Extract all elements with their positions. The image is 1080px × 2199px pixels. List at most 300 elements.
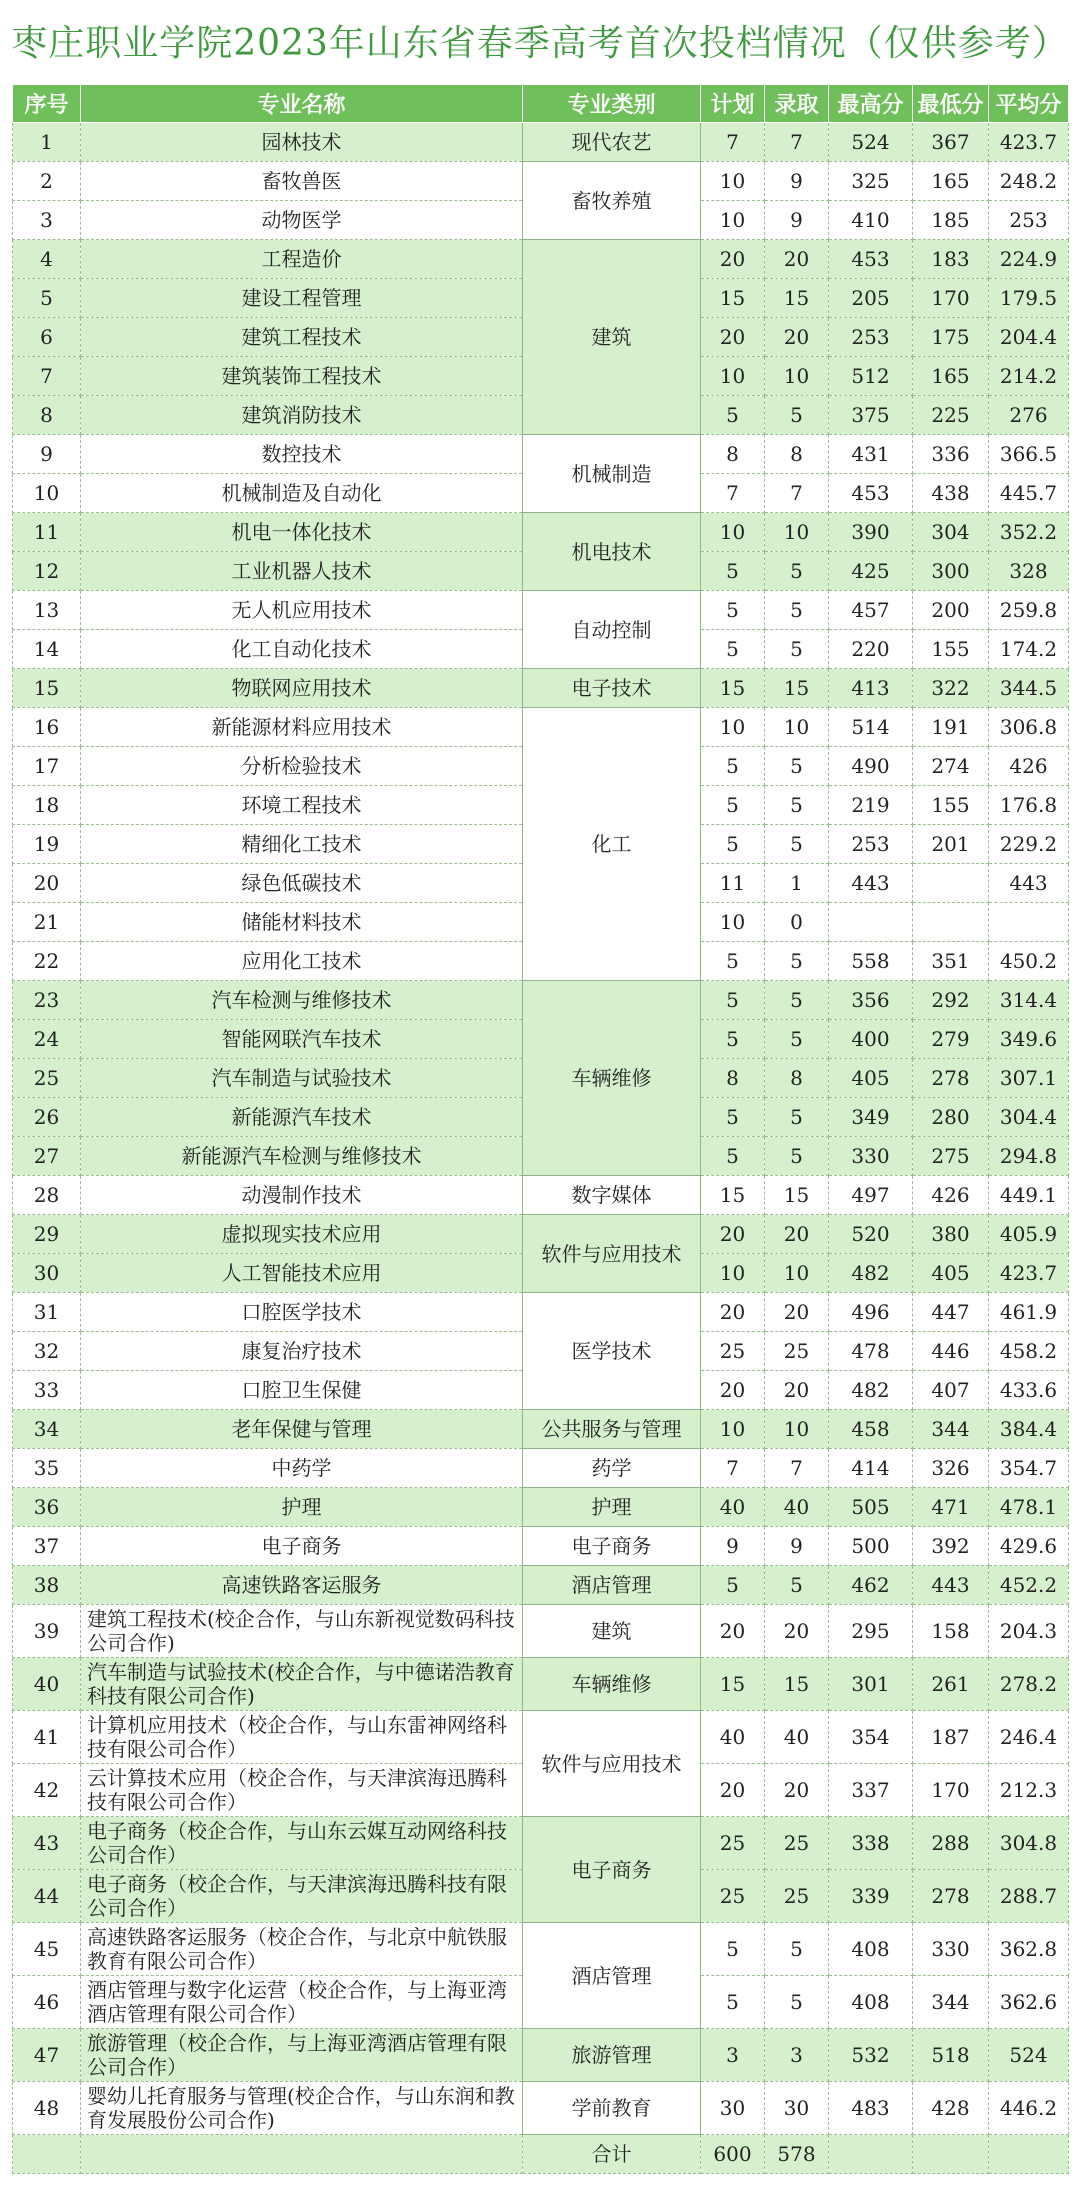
cell-max: 496: [829, 1293, 913, 1332]
cell-admitted: 20: [765, 1371, 829, 1410]
cell-avg: 314.4: [989, 981, 1069, 1020]
cell-major: 口腔医学技术: [81, 1293, 523, 1332]
page-title: 枣庄职业学院2023年山东省春季高考首次投档情况（仅供参考）: [11, 22, 1069, 64]
cell-min: 155: [913, 630, 989, 669]
cell-major: 分析检验技术: [81, 747, 523, 786]
cell-major: 无人机应用技术: [81, 591, 523, 630]
table-row: [13, 123, 1069, 162]
cell-no: 30: [13, 1254, 81, 1293]
cell-no: 40: [13, 1658, 81, 1711]
cell-min: [913, 903, 989, 942]
cell-plan: 20: [701, 1605, 765, 1658]
cell-no: 27: [13, 1137, 81, 1176]
cell-min: 330: [913, 1923, 989, 1976]
cell-min: 185: [913, 201, 989, 240]
cell-plan: 25: [701, 1870, 765, 1923]
cell-max: 482: [829, 1254, 913, 1293]
cell-no: 39: [13, 1605, 81, 1658]
cell-plan: 40: [701, 1711, 765, 1764]
cell-major: 环境工程技术: [81, 786, 523, 825]
cell-no: 23: [13, 981, 81, 1020]
cell-plan: 15: [701, 1658, 765, 1711]
cell-admitted: 5: [765, 747, 829, 786]
cell-max: 253: [829, 318, 913, 357]
cell-major: 护理: [81, 1488, 523, 1527]
cell-min: 344: [913, 1410, 989, 1449]
cell-admitted: 10: [765, 708, 829, 747]
cell-major: 化工自动化技术: [81, 630, 523, 669]
cell-min: 278: [913, 1870, 989, 1923]
cell-major: 工程造价: [81, 240, 523, 279]
cell-avg: 426: [989, 747, 1069, 786]
cell-max: 478: [829, 1332, 913, 1371]
cell-plan: 5: [701, 552, 765, 591]
cell-max: 520: [829, 1215, 913, 1254]
table-row: [13, 1215, 1069, 1254]
cell-plan: 5: [701, 747, 765, 786]
cell-category: 软件与应用技术: [523, 1711, 701, 1817]
table-row: [13, 669, 1069, 708]
cell-admitted: 15: [765, 669, 829, 708]
cell-min: 261: [913, 1658, 989, 1711]
cell-admitted: 9: [765, 1527, 829, 1566]
table-row: [13, 2029, 1069, 2082]
cell-avg: 179.5: [989, 279, 1069, 318]
cell-category: 旅游管理: [523, 2029, 701, 2082]
cell-plan: 5: [701, 1098, 765, 1137]
cell-min: 183: [913, 240, 989, 279]
cell-min: [913, 2135, 989, 2174]
table-row: [13, 1923, 1069, 1976]
cell-max: 425: [829, 552, 913, 591]
cell-min: 446: [913, 1332, 989, 1371]
cell-plan: 5: [701, 1137, 765, 1176]
table-row: [13, 1176, 1069, 1215]
cell-no: 31: [13, 1293, 81, 1332]
cell-min: 405: [913, 1254, 989, 1293]
cell-avg: 304.4: [989, 1098, 1069, 1137]
cell-min: 518: [913, 2029, 989, 2082]
table-row: [13, 591, 1069, 630]
cell-admitted: 25: [765, 1332, 829, 1371]
cell-major: 计算机应用技术（校企合作，与山东雷神网络科技有限公司合作）: [81, 1711, 523, 1764]
cell-plan: 15: [701, 669, 765, 708]
cell-no: 41: [13, 1711, 81, 1764]
cell-max: [829, 903, 913, 942]
cell-category: 公共服务与管理: [523, 1410, 701, 1449]
cell-major: 虚拟现实技术应用: [81, 1215, 523, 1254]
cell-avg: 429.6: [989, 1527, 1069, 1566]
cell-no: 7: [13, 357, 81, 396]
cell-plan: 7: [701, 474, 765, 513]
cell-max: 414: [829, 1449, 913, 1488]
cell-admitted: 5: [765, 942, 829, 981]
cell-major: 新能源材料应用技术: [81, 708, 523, 747]
cell-plan: 10: [701, 903, 765, 942]
cell-min: 288: [913, 1817, 989, 1870]
cell-plan: 20: [701, 240, 765, 279]
cell-no: 35: [13, 1449, 81, 1488]
cell-avg: 384.4: [989, 1410, 1069, 1449]
cell-max: 558: [829, 942, 913, 981]
cell-admitted: 5: [765, 1098, 829, 1137]
cell-no: 14: [13, 630, 81, 669]
cell-avg: 443: [989, 864, 1069, 903]
cell-max: 356: [829, 981, 913, 1020]
cell-no: 2: [13, 162, 81, 201]
cell-plan: 3: [701, 2029, 765, 2082]
table-row: [13, 981, 1069, 1020]
cell-major: 畜牧兽医: [81, 162, 523, 201]
cell-min: 158: [913, 1605, 989, 1658]
cell-max: 338: [829, 1817, 913, 1870]
cell-major: 汽车制造与试验技术: [81, 1059, 523, 1098]
cell-min: 322: [913, 669, 989, 708]
cell-plan: 5: [701, 1923, 765, 1976]
cell-admitted: 15: [765, 1658, 829, 1711]
cell-major: 建筑工程技术(校企合作，与山东新视觉数码科技公司合作): [81, 1605, 523, 1658]
cell-no: 17: [13, 747, 81, 786]
cell-max: 339: [829, 1870, 913, 1923]
cell-plan: 11: [701, 864, 765, 903]
cell-avg: 246.4: [989, 1711, 1069, 1764]
cell-admitted: 8: [765, 1059, 829, 1098]
cell-major: 储能材料技术: [81, 903, 523, 942]
cell-admitted: 20: [765, 1764, 829, 1817]
cell-admitted: 9: [765, 162, 829, 201]
cell-category: 畜牧养殖: [523, 162, 701, 240]
table-row: [13, 435, 1069, 474]
cell-min: 187: [913, 1711, 989, 1764]
cell-plan: 5: [701, 825, 765, 864]
cell-no: 36: [13, 1488, 81, 1527]
cell-admitted: 5: [765, 552, 829, 591]
cell-min: 191: [913, 708, 989, 747]
cell-no: 43: [13, 1817, 81, 1870]
cell-admitted: 20: [765, 1215, 829, 1254]
cell-no: 5: [13, 279, 81, 318]
cell-min: 300: [913, 552, 989, 591]
cell-major: 绿色低碳技术: [81, 864, 523, 903]
table-body: [13, 123, 1069, 2174]
cell-no: 28: [13, 1176, 81, 1215]
cell-no: 8: [13, 396, 81, 435]
cell-max: 325: [829, 162, 913, 201]
cell-avg: 352.2: [989, 513, 1069, 552]
cell-plan: 5: [701, 981, 765, 1020]
cell-major: [81, 2135, 523, 2174]
cell-no: 34: [13, 1410, 81, 1449]
cell-plan: 10: [701, 708, 765, 747]
cell-min: 292: [913, 981, 989, 1020]
cell-major: 电子商务: [81, 1527, 523, 1566]
cell-max: 490: [829, 747, 913, 786]
cell-major: 康复治疗技术: [81, 1332, 523, 1371]
cell-min: 351: [913, 942, 989, 981]
cell-min: 225: [913, 396, 989, 435]
table-row: [13, 1410, 1069, 1449]
cell-plan: 20: [701, 1293, 765, 1332]
cell-avg: 176.8: [989, 786, 1069, 825]
cell-min: 155: [913, 786, 989, 825]
cell-no: 13: [13, 591, 81, 630]
cell-max: 458: [829, 1410, 913, 1449]
cell-min: 170: [913, 279, 989, 318]
cell-no: 15: [13, 669, 81, 708]
cell-plan: 30: [701, 2082, 765, 2135]
cell-min: 170: [913, 1764, 989, 1817]
cell-admitted: 5: [765, 786, 829, 825]
cell-plan: 20: [701, 1215, 765, 1254]
cell-major: 高速铁路客运服务: [81, 1566, 523, 1605]
cell-admitted: 10: [765, 1254, 829, 1293]
cell-min: 426: [913, 1176, 989, 1215]
cell-admitted: 20: [765, 240, 829, 279]
cell-avg: 433.6: [989, 1371, 1069, 1410]
cell-plan: 10: [701, 201, 765, 240]
cell-admitted: 5: [765, 630, 829, 669]
cell-avg: 253: [989, 201, 1069, 240]
cell-plan: 5: [701, 1976, 765, 2029]
cell-plan: 10: [701, 357, 765, 396]
cell-admitted: 40: [765, 1711, 829, 1764]
cell-plan: 15: [701, 279, 765, 318]
cell-plan: 5: [701, 942, 765, 981]
cell-avg: 450.2: [989, 942, 1069, 981]
cell-no: 29: [13, 1215, 81, 1254]
cell-min: 344: [913, 1976, 989, 2029]
cell-admitted: 10: [765, 513, 829, 552]
header-max: 最高分: [829, 85, 913, 123]
cell-plan: 5: [701, 1566, 765, 1605]
cell-max: 330: [829, 1137, 913, 1176]
cell-major: 汽车检测与维修技术: [81, 981, 523, 1020]
cell-category: 电子商务: [523, 1817, 701, 1923]
cell-avg: 524: [989, 2029, 1069, 2082]
table-row: [13, 1488, 1069, 1527]
cell-plan: 8: [701, 1059, 765, 1098]
cell-max: 301: [829, 1658, 913, 1711]
total-label: 合计: [523, 2135, 701, 2174]
cell-min: 428: [913, 2082, 989, 2135]
cell-avg: 452.2: [989, 1566, 1069, 1605]
cell-no: 37: [13, 1527, 81, 1566]
cell-major: 婴幼儿托育服务与管理(校企合作，与山东润和教育发展股份公司合作): [81, 2082, 523, 2135]
cell-no: 21: [13, 903, 81, 942]
cell-admitted: 5: [765, 1566, 829, 1605]
cell-max: 431: [829, 435, 913, 474]
cell-min: 407: [913, 1371, 989, 1410]
cell-max: 410: [829, 201, 913, 240]
cell-no: 10: [13, 474, 81, 513]
cell-major: 智能网联汽车技术: [81, 1020, 523, 1059]
cell-no: 6: [13, 318, 81, 357]
table-row: [13, 1293, 1069, 1332]
cell-category: 车辆维修: [523, 1658, 701, 1711]
cell-no: 42: [13, 1764, 81, 1817]
cell-max: 453: [829, 240, 913, 279]
cell-plan: 8: [701, 435, 765, 474]
cell-major: 机电一体化技术: [81, 513, 523, 552]
cell-category: 医学技术: [523, 1293, 701, 1410]
cell-avg: 224.9: [989, 240, 1069, 279]
cell-avg: 307.1: [989, 1059, 1069, 1098]
cell-admitted: 40: [765, 1488, 829, 1527]
cell-category: 机电技术: [523, 513, 701, 591]
cell-plan: 15: [701, 1176, 765, 1215]
cell-avg: 248.2: [989, 162, 1069, 201]
cell-no: 25: [13, 1059, 81, 1098]
cell-admitted: 30: [765, 2082, 829, 2135]
cell-min: 275: [913, 1137, 989, 1176]
cell-admitted: 9: [765, 201, 829, 240]
cell-max: 349: [829, 1098, 913, 1137]
cell-max: 400: [829, 1020, 913, 1059]
cell-min: 165: [913, 357, 989, 396]
cell-max: 390: [829, 513, 913, 552]
admission-table: [12, 84, 1069, 2174]
cell-avg: 362.8: [989, 1923, 1069, 1976]
cell-category: 自动控制: [523, 591, 701, 669]
cell-admitted: 10: [765, 357, 829, 396]
cell-admitted: 3: [765, 2029, 829, 2082]
cell-major: 云计算技术应用（校企合作，与天津滨海迅腾科技有限公司合作）: [81, 1764, 523, 1817]
cell-max: 413: [829, 669, 913, 708]
cell-min: 304: [913, 513, 989, 552]
cell-no: 12: [13, 552, 81, 591]
cell-max: 220: [829, 630, 913, 669]
cell-plan: 25: [701, 1332, 765, 1371]
cell-category: 酒店管理: [523, 1923, 701, 2029]
cell-admitted: 5: [765, 825, 829, 864]
cell-min: 392: [913, 1527, 989, 1566]
cell-min: 380: [913, 1215, 989, 1254]
cell-no: 33: [13, 1371, 81, 1410]
cell-admitted: 5: [765, 591, 829, 630]
cell-admitted: 8: [765, 435, 829, 474]
cell-max: 375: [829, 396, 913, 435]
cell-major: 建筑装饰工程技术: [81, 357, 523, 396]
cell-category: 车辆维修: [523, 981, 701, 1176]
header-major: 专业名称: [81, 85, 523, 123]
cell-avg: 458.2: [989, 1332, 1069, 1371]
cell-avg: 204.4: [989, 318, 1069, 357]
cell-min: 279: [913, 1020, 989, 1059]
cell-category: 电子商务: [523, 1527, 701, 1566]
cell-plan: 7: [701, 123, 765, 162]
table-row: [13, 1711, 1069, 1764]
cell-admitted: 20: [765, 318, 829, 357]
cell-no: 26: [13, 1098, 81, 1137]
cell-min: 278: [913, 1059, 989, 1098]
cell-category: 学前教育: [523, 2082, 701, 2135]
cell-min: 201: [913, 825, 989, 864]
cell-major: 建筑工程技术: [81, 318, 523, 357]
cell-no: 1: [13, 123, 81, 162]
table-header: [13, 85, 1069, 123]
cell-avg: 423.7: [989, 1254, 1069, 1293]
cell-avg: 276: [989, 396, 1069, 435]
cell-max: 253: [829, 825, 913, 864]
table-row: [13, 1527, 1069, 1566]
cell-admitted: 5: [765, 981, 829, 1020]
cell-min: 274: [913, 747, 989, 786]
table-row: [13, 1817, 1069, 1870]
cell-min: 326: [913, 1449, 989, 1488]
cell-plan: 5: [701, 1020, 765, 1059]
cell-no: 44: [13, 1870, 81, 1923]
cell-max: 205: [829, 279, 913, 318]
cell-plan: 5: [701, 396, 765, 435]
cell-max: 497: [829, 1176, 913, 1215]
cell-admitted: 7: [765, 1449, 829, 1488]
table-row: [13, 240, 1069, 279]
cell-min: 438: [913, 474, 989, 513]
cell-max: 453: [829, 474, 913, 513]
cell-admitted: 25: [765, 1870, 829, 1923]
cell-avg: 445.7: [989, 474, 1069, 513]
cell-min: 367: [913, 123, 989, 162]
cell-min: 165: [913, 162, 989, 201]
cell-major: 工业机器人技术: [81, 552, 523, 591]
cell-major: 应用化工技术: [81, 942, 523, 981]
cell-max: 337: [829, 1764, 913, 1817]
table-row: [13, 513, 1069, 552]
cell-admitted: 15: [765, 279, 829, 318]
cell-avg: 278.2: [989, 1658, 1069, 1711]
cell-min: [913, 864, 989, 903]
cell-major: 酒店管理与数字化运营（校企合作，与上海亚湾酒店管理有限公司合作）: [81, 1976, 523, 2029]
cell-admitted: 0: [765, 903, 829, 942]
cell-avg: 478.1: [989, 1488, 1069, 1527]
cell-avg: 446.2: [989, 2082, 1069, 2135]
cell-major: 高速铁路客运服务（校企合作，与北京中航铁服教育有限公司合作）: [81, 1923, 523, 1976]
cell-admitted: 20: [765, 1293, 829, 1332]
cell-admitted: 5: [765, 1137, 829, 1176]
cell-category: 建筑: [523, 1605, 701, 1658]
cell-major: 老年保健与管理: [81, 1410, 523, 1449]
cell-admitted: 10: [765, 1410, 829, 1449]
cell-admitted: 25: [765, 1817, 829, 1870]
cell-avg: 204.3: [989, 1605, 1069, 1658]
cell-plan: 20: [701, 1371, 765, 1410]
cell-avg: 423.7: [989, 123, 1069, 162]
cell-no: 22: [13, 942, 81, 981]
cell-avg: 212.3: [989, 1764, 1069, 1817]
cell-plan: 10: [701, 1410, 765, 1449]
header-no: 序号: [13, 85, 81, 123]
header-min: 最低分: [913, 85, 989, 123]
cell-major: 数控技术: [81, 435, 523, 474]
cell-major: 旅游管理（校企合作，与上海亚湾酒店管理有限公司合作）: [81, 2029, 523, 2082]
cell-major: 动漫制作技术: [81, 1176, 523, 1215]
cell-no: 47: [13, 2029, 81, 2082]
cell-major: 建设工程管理: [81, 279, 523, 318]
cell-admitted: 1: [765, 864, 829, 903]
cell-major: 电子商务（校企合作，与天津滨海迅腾科技有限公司合作）: [81, 1870, 523, 1923]
cell-max: 462: [829, 1566, 913, 1605]
cell-major: 人工智能技术应用: [81, 1254, 523, 1293]
cell-plan: 40: [701, 1488, 765, 1527]
cell-major: 建筑消防技术: [81, 396, 523, 435]
cell-max: 512: [829, 357, 913, 396]
cell-major: 新能源汽车技术: [81, 1098, 523, 1137]
header-admitted: 录取: [765, 85, 829, 123]
table-row: [13, 162, 1069, 201]
cell-plan: 25: [701, 1817, 765, 1870]
cell-plan: 5: [701, 630, 765, 669]
cell-avg: 349.6: [989, 1020, 1069, 1059]
